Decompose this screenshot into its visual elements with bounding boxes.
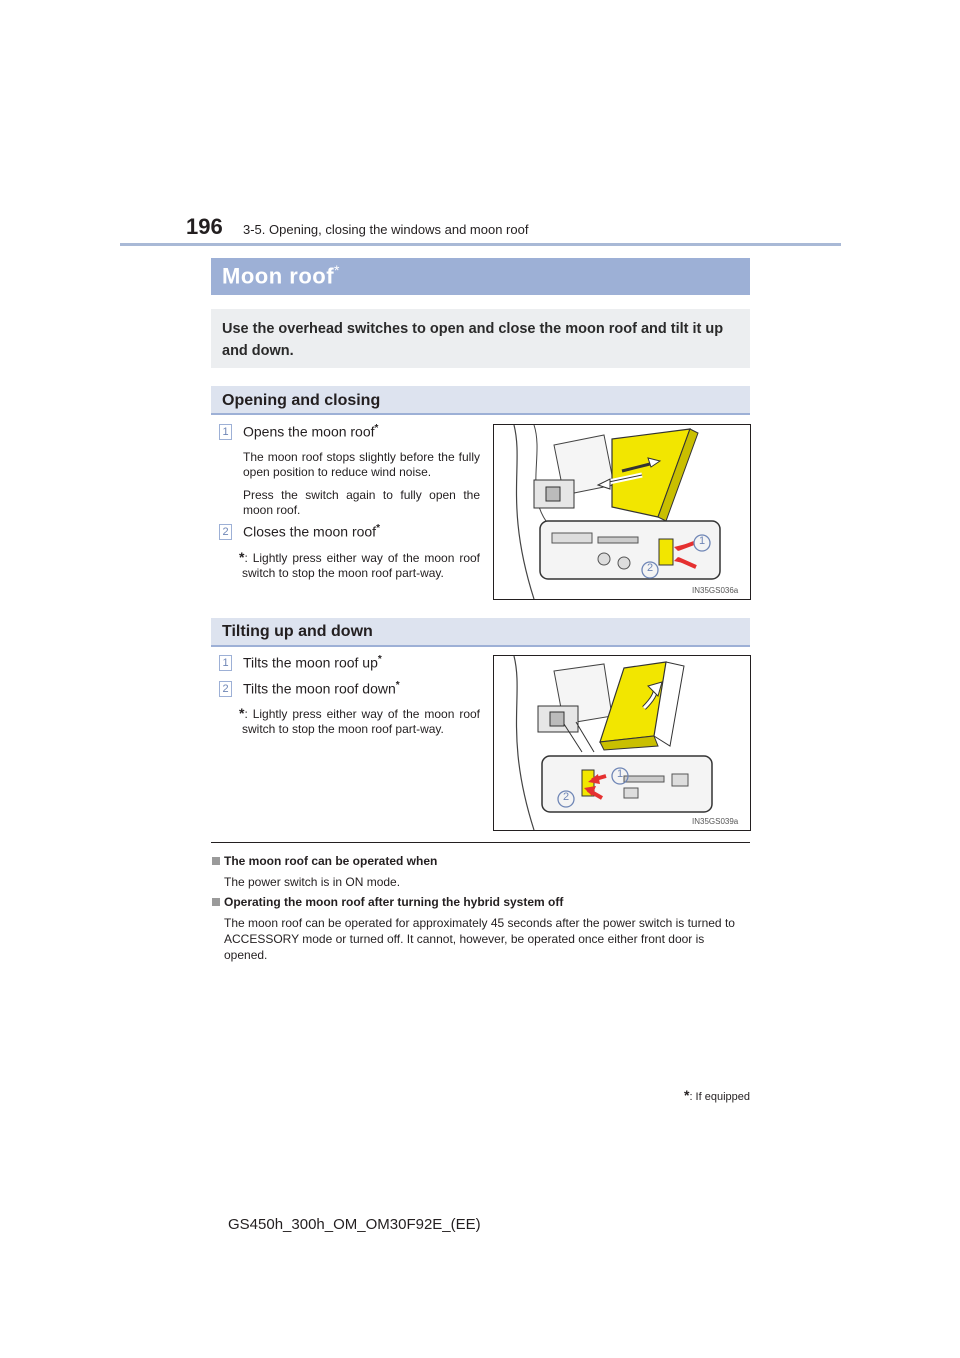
- callout-2: 2: [646, 562, 654, 574]
- item-label: Tilts the moon roof down: [243, 680, 396, 697]
- figure-code: IN35GS039a: [692, 817, 739, 826]
- note-heading: [212, 895, 563, 909]
- moon-roof-tilt-illustration: [494, 656, 750, 830]
- note-star: *: [239, 549, 245, 565]
- section-heading-tilting: Tilting up and down: [222, 623, 373, 640]
- note-body: The power switch is in ON mode.: [224, 875, 401, 889]
- item-text: [243, 523, 380, 540]
- intro-text: Use the overhead switches to open and close the moon roof and tilt it up and down.: [222, 321, 724, 359]
- callout-1: 1: [616, 768, 624, 780]
- page-number: 196: [186, 214, 223, 239]
- note-body: The moon roof can be operated for approximately 45 seconds after the power switch is turned to ACCESSORY mode or turned off. It cannot, however, be operated once either front door is opened.: [224, 916, 735, 962]
- item-text: [243, 423, 378, 440]
- note-heading-text: Operating the moon roof after turning the hybrid system off: [224, 895, 564, 909]
- moon-roof-open-illustration: [494, 425, 750, 599]
- title-star: *: [334, 262, 340, 278]
- item-star: *: [395, 680, 400, 691]
- partway-note: [229, 706, 480, 737]
- square-bullet-icon: [212, 898, 220, 906]
- footnote: [640, 1087, 750, 1103]
- note-heading: [212, 854, 437, 868]
- note-text: : Lightly press either way of the moon roof switch to stop the moon roof part-way.: [242, 551, 480, 580]
- item-text: [243, 680, 400, 697]
- item-number: 2: [219, 681, 232, 697]
- running-header: 3-5. Opening, closing the windows and moon roof: [243, 222, 529, 237]
- detail-text: Press the switch again to fully open the moon roof.: [243, 488, 480, 517]
- note-heading-text: The moon roof can be operated when: [224, 854, 438, 868]
- page-title: [222, 262, 340, 289]
- figure-tilting: [493, 655, 751, 831]
- figure-opening: [493, 424, 751, 600]
- item-star: *: [377, 654, 382, 665]
- document-code: GS450h_300h_OM_OM30F92E_(EE): [228, 1216, 481, 1233]
- figure-code: IN35GS036a: [692, 586, 739, 595]
- detail-text: The moon roof stops slightly before the fully open position to reduce wind noise.: [243, 450, 480, 479]
- item-text: [243, 654, 382, 671]
- header-rule: [120, 243, 841, 246]
- footnote-star: *: [683, 1087, 690, 1103]
- item-label: Tilts the moon roof up: [243, 654, 378, 671]
- footnote-text: : If equipped: [689, 1091, 750, 1103]
- square-bullet-icon: [212, 857, 220, 865]
- section-heading-opening: Opening and closing: [222, 392, 381, 409]
- page-title-text: Moon roof: [222, 263, 335, 289]
- item-label: Closes the moon roof: [243, 523, 377, 540]
- partway-note: [229, 550, 480, 581]
- item-star: *: [374, 423, 379, 434]
- note-star: *: [239, 705, 245, 721]
- notes-rule: [211, 842, 750, 843]
- item-label: Opens the moon roof: [243, 423, 375, 440]
- item-number: 2: [219, 524, 232, 540]
- callout-2: 2: [562, 791, 570, 803]
- callout-1: 1: [698, 535, 706, 547]
- item-star: *: [376, 523, 380, 534]
- item-number: 1: [219, 424, 232, 440]
- item-number: 1: [219, 655, 232, 671]
- note-text: : Lightly press either way of the moon roof switch to stop the moon roof part-way.: [242, 707, 480, 736]
